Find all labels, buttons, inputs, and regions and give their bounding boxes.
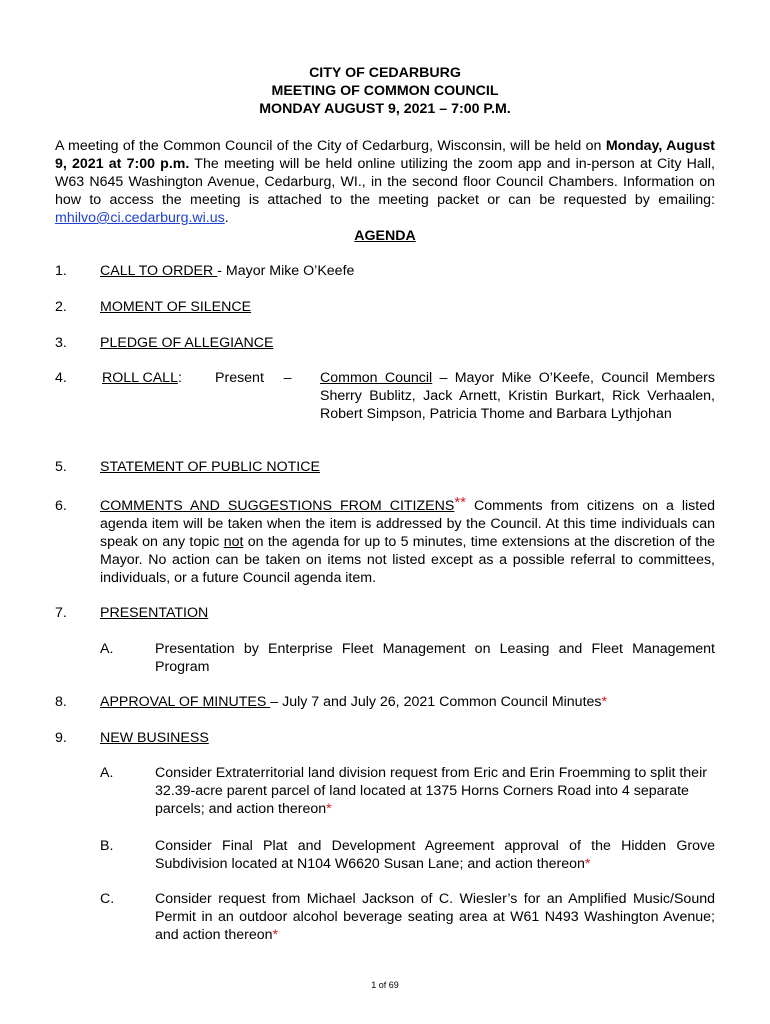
item-number: 3.	[55, 335, 67, 351]
roll-call-members	[320, 369, 715, 423]
item-title: COMMENTS AND SUGGESTIONS FROM CITIZENS	[100, 498, 455, 514]
item-number: 4.	[55, 370, 67, 386]
agenda-heading: AGENDA	[354, 228, 416, 244]
city-title: CITY OF CEDARBURG	[309, 65, 461, 81]
asterisk: *	[272, 927, 279, 943]
item-number: 2.	[55, 299, 67, 315]
item-title: PRESENTATION	[100, 605, 209, 621]
item-number: 1.	[55, 263, 67, 279]
item-title: ROLL CALL	[102, 370, 178, 386]
intro-text-1: A meeting of the Common Council of the City of Cedarburg, Wisconsin, will be held on	[55, 138, 606, 154]
double-asterisk: **	[454, 494, 467, 511]
item-title: MOMENT OF SILENCE	[100, 299, 252, 315]
item-number: 5.	[55, 459, 67, 475]
item-text-2: on the agenda for up to 5 minutes, time extensions at the discretion of the Mayor. No action can be taken on items not listed except as a possible referral to committees, individuals, or a future Council agenda item.	[100, 534, 716, 586]
item-title: PLEDGE OF ALLEGIANCE	[100, 335, 274, 351]
agenda-item-4	[55, 369, 715, 441]
email-link[interactable]: mhilvo@ci.cedarburg.wi.us	[55, 210, 225, 226]
item-detail: - Mayor Mike O’Keefe	[217, 263, 355, 279]
item-number: 7.	[55, 605, 67, 621]
roll-call-member-list: – Mayor Mike O’Keefe, Council Members Sherry Bublitz, Jack Arnett, Kristin Burkart, Rick Verhaalen, Robert Simpson, Patricia Thome and Barbara Lythjohan	[320, 370, 715, 422]
item-number: 8.	[55, 694, 67, 710]
meeting-date: MONDAY AUGUST 9, 2021 – 7:00 P.M.	[259, 101, 511, 117]
item-number: 6.	[55, 498, 67, 514]
sub-text: Consider Final Plat and Development Agreement approval of the Hidden Grove Subdivision located at N104 W6620 Susan Lane; and action thereon	[155, 838, 715, 872]
sub-letter: C.	[100, 891, 115, 907]
asterisk: *	[326, 801, 332, 817]
sub-text: Consider request from Michael Jackson of C. Wiesler’s for an Amplified Music/Sound Permit in an outdoor alcohol beverage seating area at W61 N493 Washington Avenue; and action thereon	[155, 891, 715, 943]
sub-letter: A.	[100, 765, 114, 781]
item-colon: :	[177, 370, 182, 386]
intro-text-2: The meeting will be held online utilizing the zoom app and in-person at City Hall, W63 N645 Washington Avenue, Cedarburg, WI., in the second floor Council Chambers. Information on how to access the meeting is attached to the meeting packet or can be requested by emailing:	[55, 156, 715, 208]
item-number: 9.	[55, 730, 67, 746]
item-text-1: Comments from citizens on a listed agenda item will be taken when the item is addressed by the Council. At this time individuals can speak on any topic	[100, 498, 715, 550]
item-detail: – July 7 and July 26, 2021 Common Council Minutes	[270, 694, 602, 710]
intro-text-3: .	[224, 210, 229, 226]
item-title: NEW BUSINESS	[100, 730, 209, 746]
roll-call-group: Common Council	[320, 370, 433, 386]
page-number: 1 of 69	[371, 980, 399, 990]
sub-letter: A.	[100, 641, 114, 657]
meeting-title: MEETING OF COMMON COUNCIL	[271, 83, 499, 99]
item-emphasis-not: not	[223, 534, 244, 550]
sub-text: Presentation by Enterprise Fleet Management on Leasing and Fleet Management Program	[155, 641, 715, 675]
intro-date-bold: Monday, August 9, 2021 at 7:00 p.m.	[55, 138, 715, 172]
item-title: APPROVAL OF MINUTES	[100, 694, 271, 710]
roll-call-present: Present –	[215, 370, 292, 386]
sub-text: Consider Extraterritorial land division request from Eric and Erin Froemming to split their 32.39-acre parent parcel of land located at 1375 Horns Corners Road into 4 separate parcels; and action thereon	[155, 765, 707, 817]
item-title: STATEMENT OF PUBLIC NOTICE	[100, 459, 320, 475]
sub-letter: B.	[100, 838, 114, 854]
asterisk: *	[584, 856, 591, 872]
intro-paragraph	[55, 137, 715, 227]
asterisk: *	[601, 694, 608, 710]
item-title: CALL TO ORDER	[100, 263, 218, 279]
document-header	[0, 64, 770, 118]
